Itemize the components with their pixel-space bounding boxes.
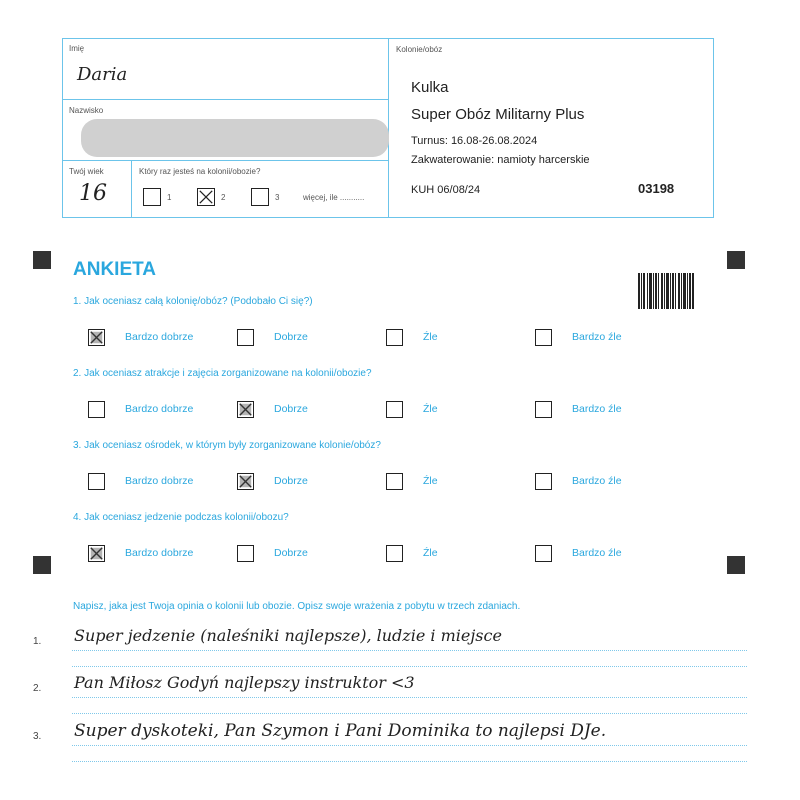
question-1-option-1-label: Bardzo dobrze: [125, 331, 194, 343]
opinion-prompt: Napisz, jaka jest Twoja opinia o kolonii lub obozie. Opisz swoje wrażenia z pobytu w trzech zdaniach.: [73, 601, 521, 612]
sentence-3-text[interactable]: Super dyskoteki, Pan Szymon i Pani Dominika to najlepsi DJe.: [74, 721, 607, 741]
question-3-option-4-label: Bardzo źle: [572, 475, 622, 487]
cross-mark-icon: [89, 330, 104, 345]
question-1-checkbox-1[interactable]: [88, 329, 105, 346]
times-option-3: 3: [275, 193, 280, 202]
form-number: 03198: [638, 181, 675, 196]
question-1-checkbox-3[interactable]: [386, 329, 403, 346]
camp-name-2: Super Obóz Militarny Plus: [411, 106, 585, 123]
header-form: [62, 38, 714, 218]
sentence-3-number: 3.: [33, 731, 42, 742]
writing-line: [72, 666, 747, 667]
question-2-checkbox-1[interactable]: [88, 401, 105, 418]
question-1-checkbox-2[interactable]: [237, 329, 254, 346]
question-1-checkbox-4[interactable]: [535, 329, 552, 346]
question-4-checkbox-3[interactable]: [386, 545, 403, 562]
name-label: Imię: [69, 44, 85, 53]
times-checkbox-2[interactable]: [197, 188, 215, 206]
alignment-marker-top-right: [727, 251, 745, 269]
barcode-icon: [638, 273, 694, 309]
question-2-option-4-label: Bardzo źle: [572, 403, 622, 415]
times-option-2: 2: [221, 193, 226, 202]
sentence-2-text[interactable]: Pan Miłosz Godyń najlepszy instruktor <3: [74, 673, 415, 692]
camp-name-1: Kulka: [411, 79, 449, 96]
sentence-1-text[interactable]: Super jedzenie (naleśniki najlepsze), ludzie i miejsce: [74, 626, 502, 645]
cross-mark-icon: [89, 546, 104, 561]
question-4-checkbox-4[interactable]: [535, 545, 552, 562]
question-1-option-4-label: Bardzo źle: [572, 331, 622, 343]
surname-label: Nazwisko: [69, 106, 104, 115]
survey-title: ANKIETA: [73, 259, 157, 280]
alignment-marker-bottom-left: [33, 556, 51, 574]
question-2-text: 2. Jak oceniasz atrakcje i zajęcia zorganizowane na kolonii/obozie?: [73, 368, 372, 379]
question-3-option-1-label: Bardzo dobrze: [125, 475, 194, 487]
times-checkbox-3[interactable]: [251, 188, 269, 206]
question-2-checkbox-3[interactable]: [386, 401, 403, 418]
question-3-checkbox-1[interactable]: [88, 473, 105, 490]
question-2-checkbox-2[interactable]: [237, 401, 254, 418]
question-4-checkbox-1[interactable]: [88, 545, 105, 562]
question-4-option-3-label: Źle: [423, 547, 438, 559]
question-1-option-3-label: Źle: [423, 331, 438, 343]
turnus-text: Turnus: 16.08-26.08.2024: [411, 135, 538, 147]
cross-mark-icon: [238, 474, 253, 489]
writing-line: [72, 761, 747, 762]
sentence-2-number: 2.: [33, 683, 42, 694]
camp-label: Kolonie/obóz: [396, 45, 443, 54]
age-label: Twój wiek: [69, 167, 104, 176]
camp-code: KUH 06/08/24: [411, 184, 481, 196]
question-3-text: 3. Jak oceniasz ośrodek, w którym były zorganizowane kolonie/obóz?: [73, 440, 381, 451]
question-4-text: 4. Jak oceniasz jedzenie podczas kolonii/obozu?: [73, 512, 289, 523]
alignment-marker-bottom-right: [727, 556, 745, 574]
question-2-option-2-label: Dobrze: [274, 403, 308, 415]
question-4-option-1-label: Bardzo dobrze: [125, 547, 194, 559]
surname-redaction: [81, 119, 389, 157]
question-3-option-2-label: Dobrze: [274, 475, 308, 487]
question-3-checkbox-2[interactable]: [237, 473, 254, 490]
times-checkbox-1[interactable]: [143, 188, 161, 206]
alignment-marker-top-left: [33, 251, 51, 269]
name-value[interactable]: Daria: [77, 64, 128, 85]
sentence-1-number: 1.: [33, 636, 42, 647]
writing-line: [72, 697, 747, 698]
writing-line: [72, 745, 747, 746]
accommodation-text: Zakwaterowanie: namioty harcerskie: [411, 154, 590, 166]
age-value[interactable]: 16: [79, 181, 107, 206]
question-3-checkbox-3[interactable]: [386, 473, 403, 490]
times-option-more: więcej, ile ...........: [303, 193, 365, 202]
question-4-option-2-label: Dobrze: [274, 547, 308, 559]
question-3-option-3-label: Źle: [423, 475, 438, 487]
question-2-option-3-label: Źle: [423, 403, 438, 415]
question-3-checkbox-4[interactable]: [535, 473, 552, 490]
question-4-option-4-label: Bardzo źle: [572, 547, 622, 559]
question-2-checkbox-4[interactable]: [535, 401, 552, 418]
cross-mark-icon: [238, 402, 253, 417]
writing-line: [72, 713, 747, 714]
question-1-text: 1. Jak oceniasz całą kolonię/obóz? (Podobało Ci się?): [73, 296, 313, 307]
question-2-option-1-label: Bardzo dobrze: [125, 403, 194, 415]
writing-line: [72, 650, 747, 651]
times-label: Który raz jesteś na kolonii/obozie?: [139, 167, 261, 176]
times-option-1: 1: [167, 193, 172, 202]
question-1-option-2-label: Dobrze: [274, 331, 308, 343]
cross-mark-icon: [198, 189, 214, 205]
question-4-checkbox-2[interactable]: [237, 545, 254, 562]
